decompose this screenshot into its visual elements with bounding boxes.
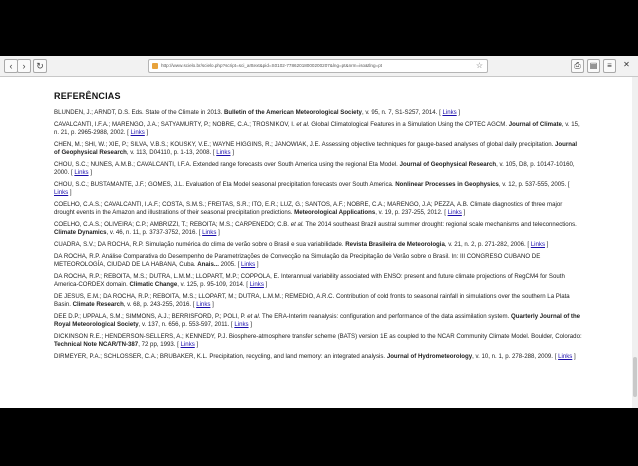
reader-button[interactable] — [587, 59, 600, 73]
browser-toolbar — [0, 56, 638, 77]
close-icon: ✕ — [623, 60, 630, 69]
reference-pre: DA ROCHA, R.P. Análise Comparativa do Desempenho de Parametrizações de Convecção na Simulação da Precipitação de Verão sobre o Brasil. In: III CONGRESO CUBANO DE METEOROLOGÍA, CIUDAD DE LA HABANA, Cuba. — [54, 252, 541, 268]
bracket-close: ] — [88, 169, 92, 176]
address-bar-url: http://www.scielo.br/scielo.php?script=sci_arttext&pid=S0102-77862018000200207&lng=pt&nrm=iso&tlng=pt — [161, 63, 383, 68]
reference-b: Climate Research — [72, 300, 124, 308]
reference-item — [54, 121, 584, 137]
reference-pre: DICKINSON R.E.; HENDERSON-SELLERS, A.; KENNEDY, P.J. Biosphere-atmosphere transfer scheme (BATS) version 1E as coupled to the NCAR Community Climate Model. Boulder, Colorado: — [54, 332, 582, 340]
back-arrow-icon: ‹ — [9, 61, 13, 71]
reference-post: , v. 125, p. 95-109, 2014. [ — [177, 280, 250, 288]
reference-pre: DE JESUS, E.M.; DA ROCHA, R.P.; REBOITA, M.S.; LLOPART, M.; DUTRA, L.M.M.; REMEDIO, A.R.C. Contribution of cold fronts to seasonal rainfall in simulations over the southern La Plata Basin. — [54, 292, 570, 308]
page-content — [0, 77, 638, 408]
reference-pre: COELHO, C.A.S.; CAVALCANTI, I.A.F.; COSTA, S.M.S.; FREITAS, S.R.; ITO, E.R.; LUZ, G.; SANTOS, A.F.; NOBRE, C.A.; MARENGO, J.A; PEZZA, A.B. Climate diagnostics of three major drought events in the Amazon and illustrations of their seasonal precipitation predictions. — [54, 200, 563, 216]
reference-pre: DIRMEYER, P.A.; SCHLOSSER, C.A.; BRUBAKER, K.L. Precipitation, recycling, and land memory: an integrated analysis. — [54, 352, 387, 360]
reader-icon: ▤ — [589, 61, 598, 70]
print-icon: ⎙ — [574, 61, 581, 70]
reference-item — [54, 109, 584, 117]
bracket-close: ] — [545, 240, 549, 248]
bracket-close: ] — [68, 189, 72, 196]
reference-item — [54, 333, 584, 349]
references-list — [54, 109, 584, 364]
links-link[interactable]: Links — [216, 149, 231, 156]
reference-b: Technical Note NCAR/TN-387 — [54, 340, 139, 348]
reference-b: Journal of Climate — [508, 120, 562, 128]
reference-item — [54, 273, 584, 289]
reference-post: , v. 137, n. 656, p. 553-597, 2011. [ — [138, 320, 235, 328]
bracket-close: ] — [461, 209, 466, 216]
reference-pre: COELHO, C.A.S.; OLIVEIRA; C.P.; AMBRIZZI, T.; REBOITA; M.S.; CARPENEDO; C.B. — [54, 220, 291, 228]
links-link[interactable]: Links — [54, 189, 69, 196]
site-icon — [152, 63, 158, 69]
reference-b: Journal of Geophysical Research — [399, 160, 497, 168]
reference-item — [54, 353, 584, 361]
links-link[interactable]: Links — [202, 229, 217, 236]
reference-post: , v. 19, p. 237-255, 2012. [ — [375, 209, 448, 216]
reference-item — [54, 293, 584, 309]
reference-pre: BLUNDEN, J.; ARNDT, D.S. Eds. State of the Climate in 2013. — [54, 109, 225, 116]
back-button[interactable] — [4, 59, 18, 73]
reference-b: Quarterly Journal of the Royal Meteorological Society — [54, 312, 581, 328]
links-link[interactable]: Links — [130, 129, 145, 136]
bracket-close: ] — [255, 260, 259, 268]
reference-b: Journal of Geophysical Research — [54, 140, 578, 156]
reference-item — [54, 141, 584, 157]
reference-post: , v. 21, n. 2, p. 271-282, 2006. [ — [444, 240, 531, 248]
links-link[interactable]: Links — [530, 240, 546, 248]
links-link[interactable]: Links — [180, 340, 195, 348]
reference-b: Anais... — [197, 260, 219, 268]
reference-post: , v. 15, n. 21, p. 2965-2988, 2002. [ — [54, 120, 580, 136]
bracket-close: ] — [216, 229, 220, 236]
links-link[interactable]: Links — [74, 169, 89, 176]
links-link[interactable]: Links — [240, 260, 256, 268]
bracket-close: ] — [263, 280, 268, 288]
reference-pre2: The ERA-Interim reanalysis: configuration and performance of the data assimilation system. — [260, 312, 511, 320]
links-link[interactable]: Links — [196, 300, 211, 308]
reference-pre: DA ROCHA, R.P.; REBOITA, M.S.; DUTRA, L.M.M.; LLOPART, M.P.; COPPOLA, E. Interannual variability associated with ENSO: present and future climate projections of RegCM4 for South America-CORDEX domain. — [54, 272, 565, 288]
forward-arrow-icon: › — [22, 61, 26, 71]
bookmark-star-icon[interactable]: ☆ — [475, 61, 483, 70]
reference-item — [54, 161, 584, 177]
menu-icon: ≡ — [607, 61, 612, 70]
reference-item — [54, 221, 584, 237]
reference-pre: CHOU, S.C.; NUNES, A.M.B.; CAVALCANTI, I.F.A. Extended range forecasts over South America using the regional Eta Model. — [54, 160, 400, 168]
reference-i: et al. — [247, 312, 261, 320]
reference-post: , v. 68, p. 243-255, 2016. [ — [123, 300, 197, 308]
links-link[interactable]: Links — [442, 109, 457, 116]
reference-b: Climatic Change — [129, 280, 178, 288]
reference-b: Bulletin of the American Meteorological Society — [224, 109, 362, 116]
reference-pre: CHOU, S.C.; BUSTAMANTE, J.F.; GOMES, J.L. Evaluation of Eta Model seasonal precipitation forecasts over South America. — [54, 180, 396, 188]
bracket-close: ] — [456, 109, 461, 116]
reference-post: , v. 10, n. 1, p. 278-288, 2009. [ — [472, 352, 559, 360]
reference-pre: CAVALCANTI, I.F.A.; MARENGO, J.A.; SATYAMURTY, P.; NOBRE, C.A.; TROSNIKOV, I. — [54, 120, 297, 128]
menu-button[interactable] — [603, 59, 616, 73]
reference-item — [54, 253, 584, 269]
reference-i: et al. — [290, 220, 304, 228]
reference-b: Revista Brasileira de Meteorologia — [345, 240, 445, 248]
reference-i: et al. — [296, 120, 310, 128]
bracket-close: ] — [230, 149, 234, 156]
reference-item — [54, 241, 584, 249]
reference-post: , v. 12, p. 537-555, 2005. [ — [498, 180, 570, 188]
close-button[interactable] — [620, 59, 633, 73]
links-link[interactable]: Links — [558, 352, 573, 360]
scrollbar-thumb[interactable] — [633, 357, 637, 397]
address-bar[interactable] — [148, 59, 488, 73]
bracket-close: ] — [194, 340, 199, 348]
bracket-close: ] — [572, 352, 576, 360]
reference-pre: DEE D.P.; UPPALA, S.M.; SIMMONS, A.J.; BERRISFORD, P.; POLI, P. — [54, 312, 248, 320]
reference-pre2: The 2014 southeast Brazil austral summer drought: regional scale mechanisms and teleconnections. — [303, 220, 577, 228]
print-button[interactable] — [571, 59, 584, 73]
reference-item — [54, 313, 584, 329]
reference-post: , v. 105, D8, p. 10147-10160, 2000. [ — [54, 160, 575, 176]
reload-button[interactable] — [33, 59, 47, 73]
reference-item — [54, 181, 584, 197]
reference-post: , v. 46, n. 11, p. 3737-3752, 2016. [ — [106, 229, 203, 236]
reload-icon: ↻ — [36, 61, 44, 71]
bracket-close: ] — [144, 129, 149, 136]
reference-item — [54, 201, 584, 217]
reference-b: Journal of Hydrometeorology — [386, 352, 473, 360]
page-title: REFERÊNCIAS — [54, 91, 121, 101]
bracket-close: ] — [248, 320, 252, 328]
reference-pre2: Global Climatological Features in a Simulation Using the CPTEC AGCM. — [309, 120, 509, 128]
reference-b: Meteorological Applications — [294, 209, 376, 216]
reference-post: , v. 95, n. 7, S1-S257, 2014. [ — [361, 109, 443, 116]
forward-button[interactable] — [17, 59, 31, 73]
links-link[interactable]: Links — [249, 280, 264, 288]
links-link[interactable]: Links — [234, 320, 249, 328]
scrollbar[interactable] — [632, 77, 638, 408]
reference-post: 2005. [ — [218, 260, 241, 268]
links-link[interactable]: Links — [447, 209, 462, 216]
reference-b: Nonlinear Processes in Geophysics — [395, 180, 499, 188]
reference-b: Climate Dynamics — [54, 229, 107, 236]
reference-post: , v. 113, D04110, p. 1-13, 2008. [ — [126, 149, 217, 156]
reference-pre: CHEN, M.; SHI, W.; XIE, P.; SILVA, V.B.S.; KOUSKY, V.E.; WAYNE HIGGINS, R.; JANOWIAK, J.E. Assessing objective techniques for gauge-based analyses of global daily precipitation. — [54, 140, 556, 148]
bracket-close: ] — [210, 300, 214, 308]
reference-pre: CUADRA, S.V.; DA ROCHA, R.P. Simulação numérica do clima de verão sobre o Brasil e sua variabilidade. — [54, 240, 346, 248]
reference-post: , 72 pp, 1993. [ — [138, 340, 181, 348]
